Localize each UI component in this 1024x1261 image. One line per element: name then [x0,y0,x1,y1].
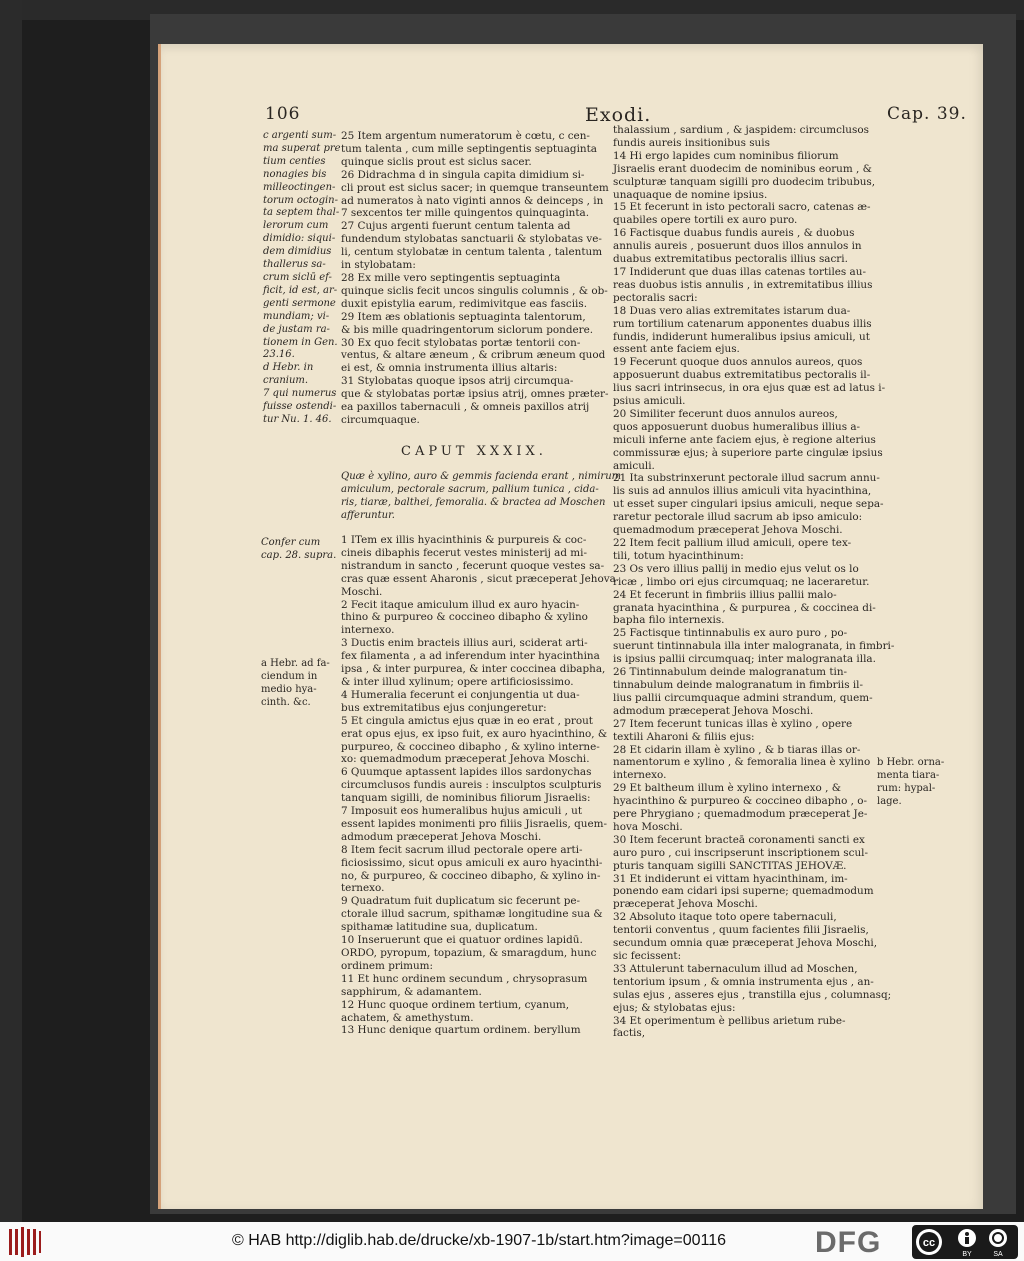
text-line: pere Phrygiano ; quemadmodum præceperat Je- [613,808,868,821]
margin-note-line: fuisse ostendi- [263,401,337,413]
text-line: tum talenta , cum mille septingentis septuaginta [341,142,597,155]
margin-note-line: crum siclū ef- [263,271,332,283]
text-line: 22 Item fecit pallium illud amiculi, opere tex- [613,537,852,549]
text-line: 2 Fecit itaque amiculum illud ex auro hyacin- [341,598,580,611]
text-line: amiculi. [613,459,655,472]
text-line: fundis, indiderunt humeralibus ipsius amiculi, ut [613,330,870,343]
margin-notes-left-1 [263,130,341,427]
creative-commons-license[interactable] [912,1225,1018,1259]
text-line: que & stylobatas portæ ipsius atrij, omnes præter- [341,388,609,401]
text-line: ventus, & altare æneum , & cribrum æneum quod [341,349,606,362]
argument-line: ris, tiaræ, balthei, femoralia. & bractea ad Moschen [341,496,606,508]
text-line: 27 Cujus argenti fuerunt centum talenta ad [341,220,571,233]
text-line: quinque siclis prout est siclus sacer. [341,155,532,168]
margin-note-line: torum octogin- [263,194,338,206]
text-line: 32 Absoluto itaque toto opere tabernaculi, [613,911,837,924]
text-line: 7 Imposuit eos humeralibus hujus amiculi , ut [341,805,583,818]
text-line: admodum præceperat Jehova Moschi. [613,704,814,717]
margin-note-line: 23.16. [263,349,295,361]
margin-note-line: thallerus sa- [263,259,326,271]
margin-note-line: milleoctingen- [263,181,336,193]
text-line: pectoralis sacri: [613,291,698,304]
margin-note-line: medio hya- [261,683,317,695]
margin-note-line: b Hebr. orna- [877,757,945,768]
scanner-border-left [0,0,22,1222]
text-line: ipsa , & inter purpurea, & inter coccinea dibapha, [341,663,606,676]
margin-note-line: dimidio: siqui- [263,233,336,245]
margin-note-line: ma superat pre [263,142,341,154]
text-line: thalassium , sardium , & jaspidem: circumclusos [613,124,869,136]
text-line: 23 Os vero illius pallij in medio ejus velut os lo [613,562,859,575]
text-line: hyacinthino & purpureo & coccineo dibapho , o- [613,795,867,808]
text-line: 16 Factisque duabus fundis aureis , & duobus [613,227,855,240]
text-line: ut esset super cingulari ipsius amiculi, neque sepa- [613,498,884,511]
text-line: 7 sexcentos ter mille quingentos quinquaginta. [341,207,590,220]
text-line: 6 Quumque aptassent lapides illos sardonychas [341,766,592,779]
margin-note-line: cinth. &c. [261,696,311,708]
margin-note-line: dem dimidius [263,246,332,258]
text-line: circumquaque. [341,413,420,426]
text-line: 15 Et fecerunt in isto pectorali sacro, catenas æ- [613,201,871,214]
book-page [158,44,983,1209]
text-line: ricæ , limbo ori ejus circumquaq; ne laceraretur. [613,575,870,588]
margin-note-line: cranium. [263,375,309,387]
margin-notes-left-3 [261,658,330,710]
text-line: 20 Similiter fecerunt duos annulos aureos, [613,407,838,420]
copyright-link[interactable]: © HAB http://diglib.hab.de/drucke/xb-1907-1b/start.htm?image=00116 [232,1232,727,1249]
text-line: thino & purpureo & coccineo dibapho & xylino [341,611,588,624]
footer-bar [0,1222,1024,1261]
text-line: li, centum stylobatæ in centum talenta , talentum [341,246,603,259]
running-title: Exodi. [585,104,652,126]
text-line: circumclusos fundis aureis : insculptos sculpturis [341,779,602,792]
text-line: 3 Ductis enim bracteis illius auri, sciderat arti- [341,637,588,650]
margin-note-line: c argenti sum- [263,130,337,141]
margin-note-line: genti sermone [263,297,336,309]
text-line: sulas ejus , asseres ejus , transtilla ejus , columnasq; [613,988,892,1001]
text-line: 12 Hunc quoque ordinem tertium, cyanum, [341,998,570,1011]
text-line: in stylobatam: [341,259,416,272]
text-line: 18 Duas vero alias extremitates istarum dua- [613,304,851,317]
margin-note-line: tium centies [263,155,326,167]
text-line: granata hyacinthina , & purpurea , & coccinea di- [613,601,876,614]
text-line: annulis aureis , posuerunt duos illos annulos in [613,240,862,253]
margin-note-line: d Hebr. in [263,362,314,374]
text-line: bapha filo internexis. [613,614,725,627]
text-line: 31 Stylobatas quoque ipsos atrij circumqua- [341,375,574,388]
text-line: fundis aureis insitionibus suis [613,136,770,149]
text-line: fundendum stylobatas sanctuarii & stylobatas ve- [341,233,602,246]
svg-text:SA: SA [993,1251,1003,1258]
text-line: textili Aharoni & filiis ejus: [613,730,755,743]
text-line: auro puro , cui inscripserunt inscriptionem scul- [613,846,868,859]
cc-icon [916,1229,942,1255]
text-line: tanquam sigilli, de nominibus filiorum Jisraelis: [341,792,591,805]
text-line: 13 Hunc denique quartum ordinem. beryllum [341,1024,581,1037]
text-line: 34 Et operimentum è pellibus arietum rube- [613,1014,846,1027]
text-line: tili, totum hyacinthinum: [613,549,744,562]
text-line: cineis dibaphis fecerut vestes ministerij ad mi- [341,546,587,559]
text-line: sic fecissent: [613,950,682,962]
text-line: 11 Et hunc ordinem secundum , chrysoprasum [341,972,588,985]
text-line: 29 Et baltheum illum è xylino internexo , & [613,782,841,795]
chapter-heading: CAPUT XXXIX. [401,444,547,459]
text-line: ordinem primum: [341,959,434,972]
text-line: achatem, & amethystum. [341,1011,474,1024]
text-line: xo: quemadmodum præceperat Jehova Moschi. [341,753,590,766]
margin-note-line: ficit, id est, ar- [263,284,338,296]
margin-notes-right [877,757,944,809]
margin-note-line: rum: hypal- [877,782,936,794]
text-line: tentorium ipsum , & omnia instrumenta ejus , an- [613,975,874,988]
text-line: psius amiculi. [613,395,686,408]
text-line: miculi inferne ante faciem ejus, è regione alterius [613,433,876,446]
svg-text:BY: BY [962,1251,972,1258]
text-line: ctorale illud sacrum, spithamæ longitudine sua & [341,908,603,921]
text-line: 24 Et fecerunt in fimbriis illius pallii malo- [613,588,837,601]
text-line: erat opus ejus, ex ipso fuit, ex auro hyacinthino, & [341,727,608,740]
text-line: raretur pectorale illud sacrum ab ipso amiculo: [613,511,863,524]
text-line: ficiosissimo, sicut opus amiculi ex auro hyacinthi- [341,856,603,869]
text-line: lius sacri intrinsecus, in ora ejus quæ est ad latus i- [613,382,886,395]
text-line: 9 Quadratum fuit duplicatum sic fecerunt pe- [341,895,581,908]
text-line: 29 Item æs oblationis septuaginta talentorum, [341,310,586,323]
text-line: 4 Humeralia fecerunt ei conjungentia ut dua- [341,688,580,701]
text-line: 17 Indiderunt que duas illas catenas tortiles au- [613,265,866,278]
text-line: lius pallii circumquaque admini strandum, quem- [613,691,873,704]
text-line: lis suis ad annulos illius amiculi vita hyacinthina, [613,485,872,498]
text-line: rum tortilium catenarum apponentes duabus illis [613,317,872,330]
text-line: fex filamenta , a ad inferendum inter hyacinthina [341,650,600,663]
text-line: factis, [613,1027,645,1040]
text-line: & bis mille quadringentorum siclorum pondere. [341,323,594,336]
text-line: cli prout est siclus sacer; in quemque transeuntem [341,181,609,194]
text-line: ea paxillos tabernaculi , & omneis paxillos atrij [341,401,590,414]
chapter-reference: Cap. 39. [887,104,967,124]
text-line: sapphirum, & adamantem. [341,985,482,998]
text-line: internexo. [341,624,395,637]
text-line: tinnabulum deinde malogranatum in fimbriis il- [613,678,864,691]
argument-line: afferuntur. [341,509,395,521]
text-line: cras quæ essent Aharonis , sicut præceperat Jehova [341,572,616,585]
text-line: 25 Item argentum numeratorum è cœtu, c cen- [341,130,590,142]
text-line: 8 Item fecit sacrum illud pectorale opere arti- [341,843,583,856]
text-line: 26 Didrachma d in singula capita dimidium si- [341,168,585,181]
argument-line: amiculum, pectorale sacrum, pallium tunica , cida- [341,483,599,495]
left-column-top [341,130,609,427]
margin-note-line: cap. 28. supra. [261,549,337,561]
text-line: ORDO, pyropum, topazium, & smaragdum, hunc [341,947,597,959]
text-line: apposuerunt duabus extremitatibus pectoralis il- [613,369,871,382]
text-line: suerunt tintinnabula illa inter malogranata, in fimbri- [613,640,895,653]
text-line: quemadmodum præceperat Jehova Moschi. [613,524,843,537]
text-line: quinque siclis fecit uncos singulis columnis , & ob- [341,284,608,297]
text-line: nistrandum in sancto , fecerunt quoque vestes sa- [341,559,605,572]
text-line: ad numeratos à nato viginti annos & deinceps , in [341,194,604,207]
text-line: hova Moschi. [613,820,683,833]
margin-note-line: nonagies bis [263,168,327,180]
text-line: commissuræ ejus; à superiore parte cingulæ ipsius [613,446,883,459]
text-line: 10 Inseruerunt que ei quatuor ordines lapidū. [341,934,583,947]
text-line: namentorum e xylino , & femoralia linea è xylino [613,756,871,769]
text-line: 26 Tintinnabulum deinde malogranatum tin- [613,666,848,679]
text-line: purpureo, & coccineo dibapho , & xylino interne- [341,740,600,753]
svg-text:cc: cc [922,1237,936,1249]
text-line: duabus extremitatibus pectoralis illius sacri. [613,253,848,266]
text-line: 28 Et cidarin illam è xylino , & b tiaras illas or- [613,743,861,756]
text-line: & inter illud xylinum; opere artificiosissimo. [341,675,574,688]
text-line: Moschi. [341,585,383,598]
text-line: no, & purpureo, & coccineo dibapho, & xylino in- [341,869,601,882]
text-line: essent ante faciem ejus. [613,343,740,356]
text-line: internexo. [613,769,667,782]
chapter-argument [341,471,621,523]
margin-note-line: Confer cum [261,537,321,548]
text-line: 14 Hi ergo lapides cum nominibus filiorum [613,149,839,162]
text-line: is ipsius pallii circumquaq; inter malogranata illa. [613,653,876,666]
text-line: ejus; & stylobatas ejus: [613,1001,736,1014]
margin-note-line: mundiam; vi- [263,310,330,322]
margin-note-line: menta tiara- [877,769,940,781]
margin-note-line: ciendum in [261,670,318,682]
text-line: quabiles opere tortili ex auro puro. [613,214,798,227]
text-line: ternexo. [341,882,385,895]
page-number: 106 [265,104,301,124]
margin-note-line: lage. [877,795,902,807]
margin-note-line: de justam ra- [263,323,330,335]
text-line: Jisraelis erant duodecim de nominibus eorum , & [613,162,872,175]
text-line: 25 Factisque tintinnabulis ex auro puro , po- [613,627,848,640]
margin-note-line: tionem in Gen. [263,336,338,348]
text-line: 30 Item fecerunt bracteā coronamenti sancti ex [613,833,865,846]
text-line: unaquaque de nomine ipsius. [613,188,768,201]
text-line: secundum omnia quæ præceperat Jehova Moschi, [613,937,878,950]
text-line: bus extremitatibus ejus conjungeretur: [341,701,547,714]
hab-logo-icon [8,1227,42,1257]
left-column-bottom [341,534,616,1037]
text-line: ei est, & omnia instrumenta illius altaris: [341,362,558,375]
margin-note-line: lerorum cum [263,220,329,232]
text-line: tentorii conventus , quum facientes filii Jisraelis, [613,924,869,937]
text-line: sculpturæ tanquam sigilli pro duodecim tribubus, [613,175,876,188]
text-line: præceperat Jehova Moschi. [613,898,758,911]
text-line: 33 Attulerunt tabernaculum illud ad Moschen, [613,962,858,975]
margin-note-line: 7 qui numerus [263,388,337,400]
text-line: essent lapides monimenti pro filiis Jisraelis, quem- [341,817,607,830]
dfg-logo[interactable]: DFG [815,1226,882,1259]
margin-notes-left-2 [261,537,336,563]
text-line: pturis tanquam sigilli SANCTITAS JEHOVÆ. [613,859,847,872]
text-line: 1 ITem ex illis hyacinthinis & purpureis & coc- [341,534,587,546]
text-line: 19 Fecerunt quoque duos annulos aureos, quos [613,356,863,369]
text-line: 5 Et cingula amictus ejus quæ in eo erat , prout [341,714,593,727]
text-line: duxit epistylia earum, redimivitque eas fasciis. [341,297,587,310]
text-line: 30 Ex quo fecit stylobatas portæ tentorii con- [341,336,581,349]
argument-line: Quæ è xylino, auro & gemmis facienda erant , nimirum [341,471,622,482]
text-line: 31 Et indiderunt ei vittam hyacinthinam, im- [613,872,848,885]
text-line: admodum præceperat Jehova Moschi. [341,830,542,843]
text-line: 27 Item fecerunt tunicas illas è xylino , opere [613,717,853,730]
text-line: spithamæ latitudine sua, duplicatum. [341,921,538,934]
text-line: 21 Ita substrinxerunt pectorale illud sacrum annu- [613,472,880,485]
text-line: reas duobus istis annulis , in extremitatibus illius [613,278,873,291]
text-line: quos apposuerunt duobus humeralibus illius a- [613,420,861,433]
margin-note-line: a Hebr. ad fa- [261,658,330,669]
text-line: ponendo eam cidari ipsi superne; quemadmodum [613,885,874,898]
margin-note-line: ta septem thal- [263,207,340,219]
margin-note-line: tur Nu. 1. 46. [263,413,332,425]
text-line: 28 Ex mille vero septingentis septuaginta [341,271,561,284]
